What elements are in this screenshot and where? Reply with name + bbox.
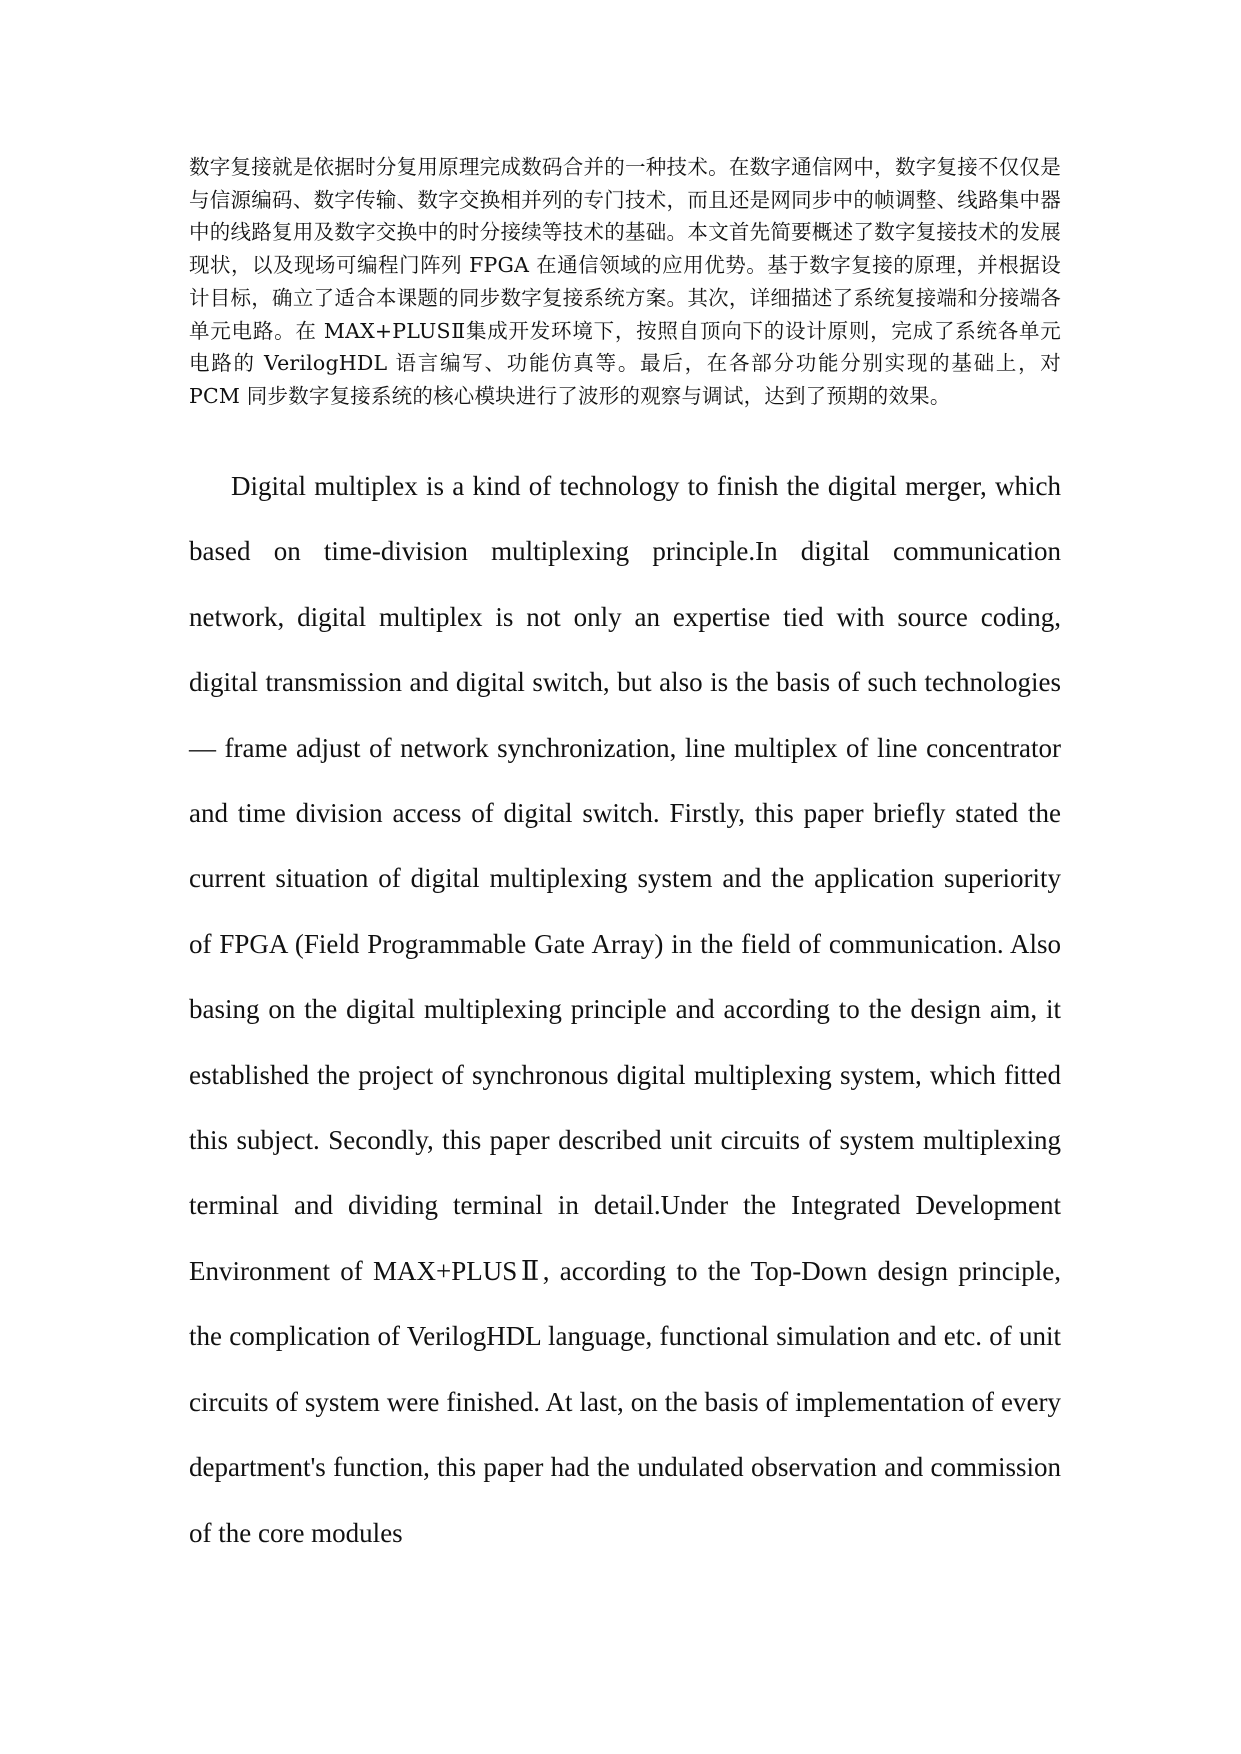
chinese-abstract-paragraph: 数字复接就是依据时分复用原理完成数码合并的一种技术。在数字通信网中，数字复接不仅仅是与信源编码、数字传输、数字交换相并列的专门技术，而且还是网同步中的帧调整、线路集中器中的线路复用及数字交换中的时分接续等技术的基础。本文首先简要概述了数字复接技术的发展现状，以及现场可编程门阵列 FPGA 在通信领域的应用优势。基于数字复接的原理，并根据设计目标，确立了适合本课题的同步数字复接系统方案。其次，详细描述了系统复接端和分接端各单元电路。在 MAX+PLUSⅡ集成开发环境下，按照自顶向下的设计原则，完成了系统各单元电路的 VerilogHDL 语言编写、功能仿真等。最后，在各部分功能分别实现的基础上，对 PCM 同步数字复接系统的核心模块进行了波形的观察与调试，达到了预期的效果。 xyxy=(189,155,1061,408)
english-abstract-paragraph: Digital multiplex is a kind of technology to finish the digital merger, which based on time-division multiplexing principle.In digital communication network, digital multiplex is not only an expertise tied with source coding, digital transmission and digital switch, but also is the basis of such technologies— frame adjust of network synchronization, line multiplex of line concentrator and time division access of digital switch. Firstly, this paper briefly stated the current situation of digital multiplexing system and the application superiority of FPGA (Field Programmable Gate Array) in the field of communication. Also basing on the digital multiplexing principle and according to the design aim, it established the project of synchronous digital multiplexing system, which fitted this subject. Secondly, this paper described unit circuits of system multiplexing terminal and dividing terminal in detail.Under the Integrated Development Environment of MAX+PLUSⅡ, according to the Top-Down design principle, the complication of VerilogHDL language, functional simulation and etc. of unit circuits of system were finished. At last, on the basis of implementation of every department's function, this paper had the undulated observation and commission of the core modules xyxy=(189,471,1061,1548)
